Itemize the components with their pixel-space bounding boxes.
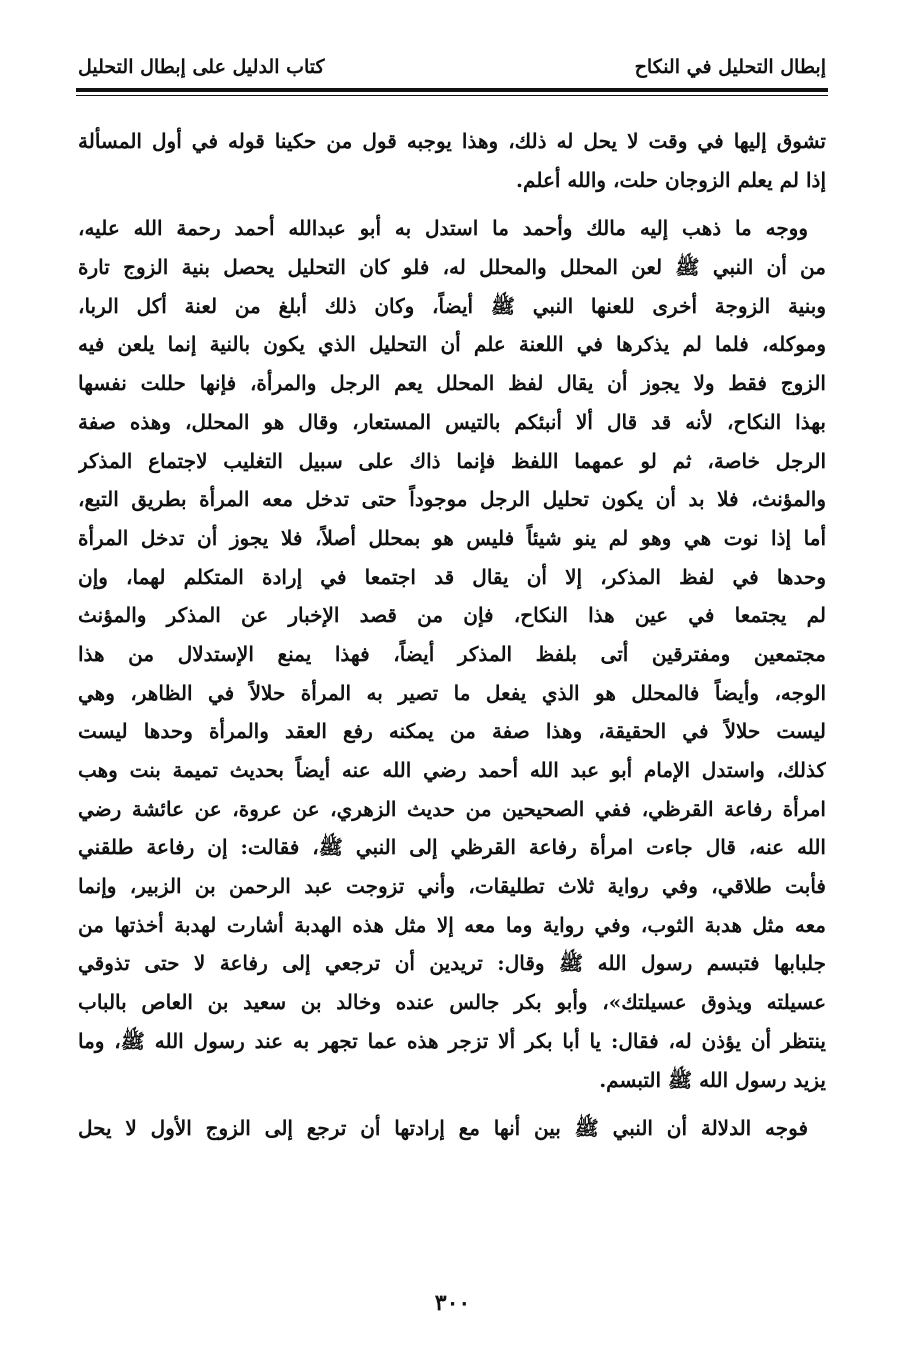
header-rule-thin	[76, 95, 828, 96]
text-line: لم يجتمعا في عين هذا النكاح، فإن من قصد الإخبار عن المذكر والمؤنث	[78, 603, 826, 628]
text-line: أما إذا نوت هي وهو لم ينو شيئاً فليس هو بمحلل أصلاً، فلا يجوز أن تدخل المرأة	[78, 525, 826, 550]
running-header	[78, 56, 826, 86]
text-line: والمؤنث، فلا بد أن يكون تحليل الرجل موجوداً حتى تدخل معه المرأة بطريق التبع،	[78, 487, 826, 512]
text-line: الوجه، وأيضاً فالمحلل هو الذي يفعل ما تصير به المرأة حلالاً في الظاهر، وهي	[78, 680, 826, 705]
text-line: عسيلته ويذوق عسيلتك»، وأبو بكر جالس عنده وخالد بن سعيد بن العاص بالباب	[78, 990, 826, 1015]
text-line: وبنية الزوجة أخرى للعنها النبي ﷺ أيضاً، وكان ذلك أبلغ من لعنة أكل الربا،	[78, 293, 826, 318]
text-line: الزوج فقط ولا يجوز أن يقال لفظ المحلل يعم الرجل والمرأة، فإنها حللت نفسها	[78, 371, 826, 396]
paragraph-2	[78, 209, 826, 1099]
text-line: امرأة رفاعة القرظي، ففي الصحيحين من حديث الزهري، عن عروة، عن عائشة رضي	[78, 796, 826, 821]
paragraph-1	[78, 122, 826, 199]
page-number: ٣٠٠	[434, 1290, 471, 1316]
body-text	[78, 122, 826, 1148]
text-line: بهذا النكاح، لأنه قد قال ألا أنبئكم بالتيس المستعار، وقال هو المحلل، وهذه صفة	[78, 409, 826, 434]
book-title: كتاب الدليل على إبطال التحليل	[78, 56, 325, 78]
text-line: ليست حلالاً في الحقيقة، وهذا صفة من يمكنه رفع العقد والمرأة وحدها ليست	[78, 719, 826, 744]
text-line: جلبابها فتبسم رسول الله ﷺ وقال: تريدين أن ترجعي إلى رفاعة لا حتى تذوقي	[78, 951, 826, 976]
text-line: كذلك، واستدل الإمام أبو عبد الله أحمد رضي الله عنه أيضاً بحديث تميمة بنت وهب	[78, 758, 826, 782]
text-line: وموكله، فلما لم يذكرها في اللعنة علم أن التحليل الذي يكون بالنية إنما يلعن فيه	[78, 332, 826, 357]
text-line: يزيد رسول الله ﷺ التبسم.	[599, 1067, 826, 1092]
text-line: من أن النبي ﷺ لعن المحلل والمحلل له، فلو كان التحليل يحصل بنية الزوج تارة	[78, 255, 826, 280]
text-line: مجتمعين ومفترقين أتى بلفظ المذكر أيضاً، فهذا يمنع الإستدلال من هذا	[78, 641, 826, 666]
text-line: فأبت طلاقي، وفي رواية ثلاث تطليقات، وأني تزوجت عبد الرحمن بن الزبير، وإنما	[78, 874, 826, 899]
paragraph-gap	[78, 1099, 826, 1109]
text-line: إذا لم يعلم الزوجان حلت، والله أعلم.	[516, 167, 826, 192]
paragraph-3	[78, 1109, 826, 1148]
text-line: ووجه ما ذهب إليه مالك وأحمد ما استدل به أبو عبدالله أحمد رحمة الله عليه،	[78, 216, 808, 241]
paragraph-gap	[78, 199, 826, 209]
header-rule-thick	[76, 88, 828, 92]
text-line: وحدها في لفظ المذكر، إلا أن يقال قد اجتمعا في إرادة المتكلم لهما، وإن	[78, 564, 826, 589]
text-line: الرجل خاصة، ثم لو عمهما اللفظ فإنما ذاك على سبيل التغليب لاجتماع المذكر	[78, 448, 826, 473]
text-line: تشوق إليها في وقت لا يحل له ذلك، وهذا يوجبه قول من حكينا قوله في أول المسألة	[78, 129, 826, 153]
text-line: معه مثل هدبة الثوب، وفي رواية وما معه إلا مثل هذه الهدبة أشارت لهدبة أخذتها من	[78, 912, 826, 937]
text-line: فوجه الدلالة أن النبي ﷺ بين أنها مع إرادتها أن ترجع إلى الزوج الأول لا يحل	[78, 1116, 808, 1141]
text-line: ينتظر أن يؤذن له، فقال: يا أبا بكر ألا تزجر هذه عما تجهر به عند رسول الله ﷺ، وما	[78, 1028, 826, 1053]
text-line: الله عنه، قال جاءت امرأة رفاعة القرظي إلى النبي ﷺ، فقالت: إن رفاعة طلقني	[78, 835, 826, 860]
chapter-title: إبطال التحليل في النكاح	[634, 56, 826, 78]
